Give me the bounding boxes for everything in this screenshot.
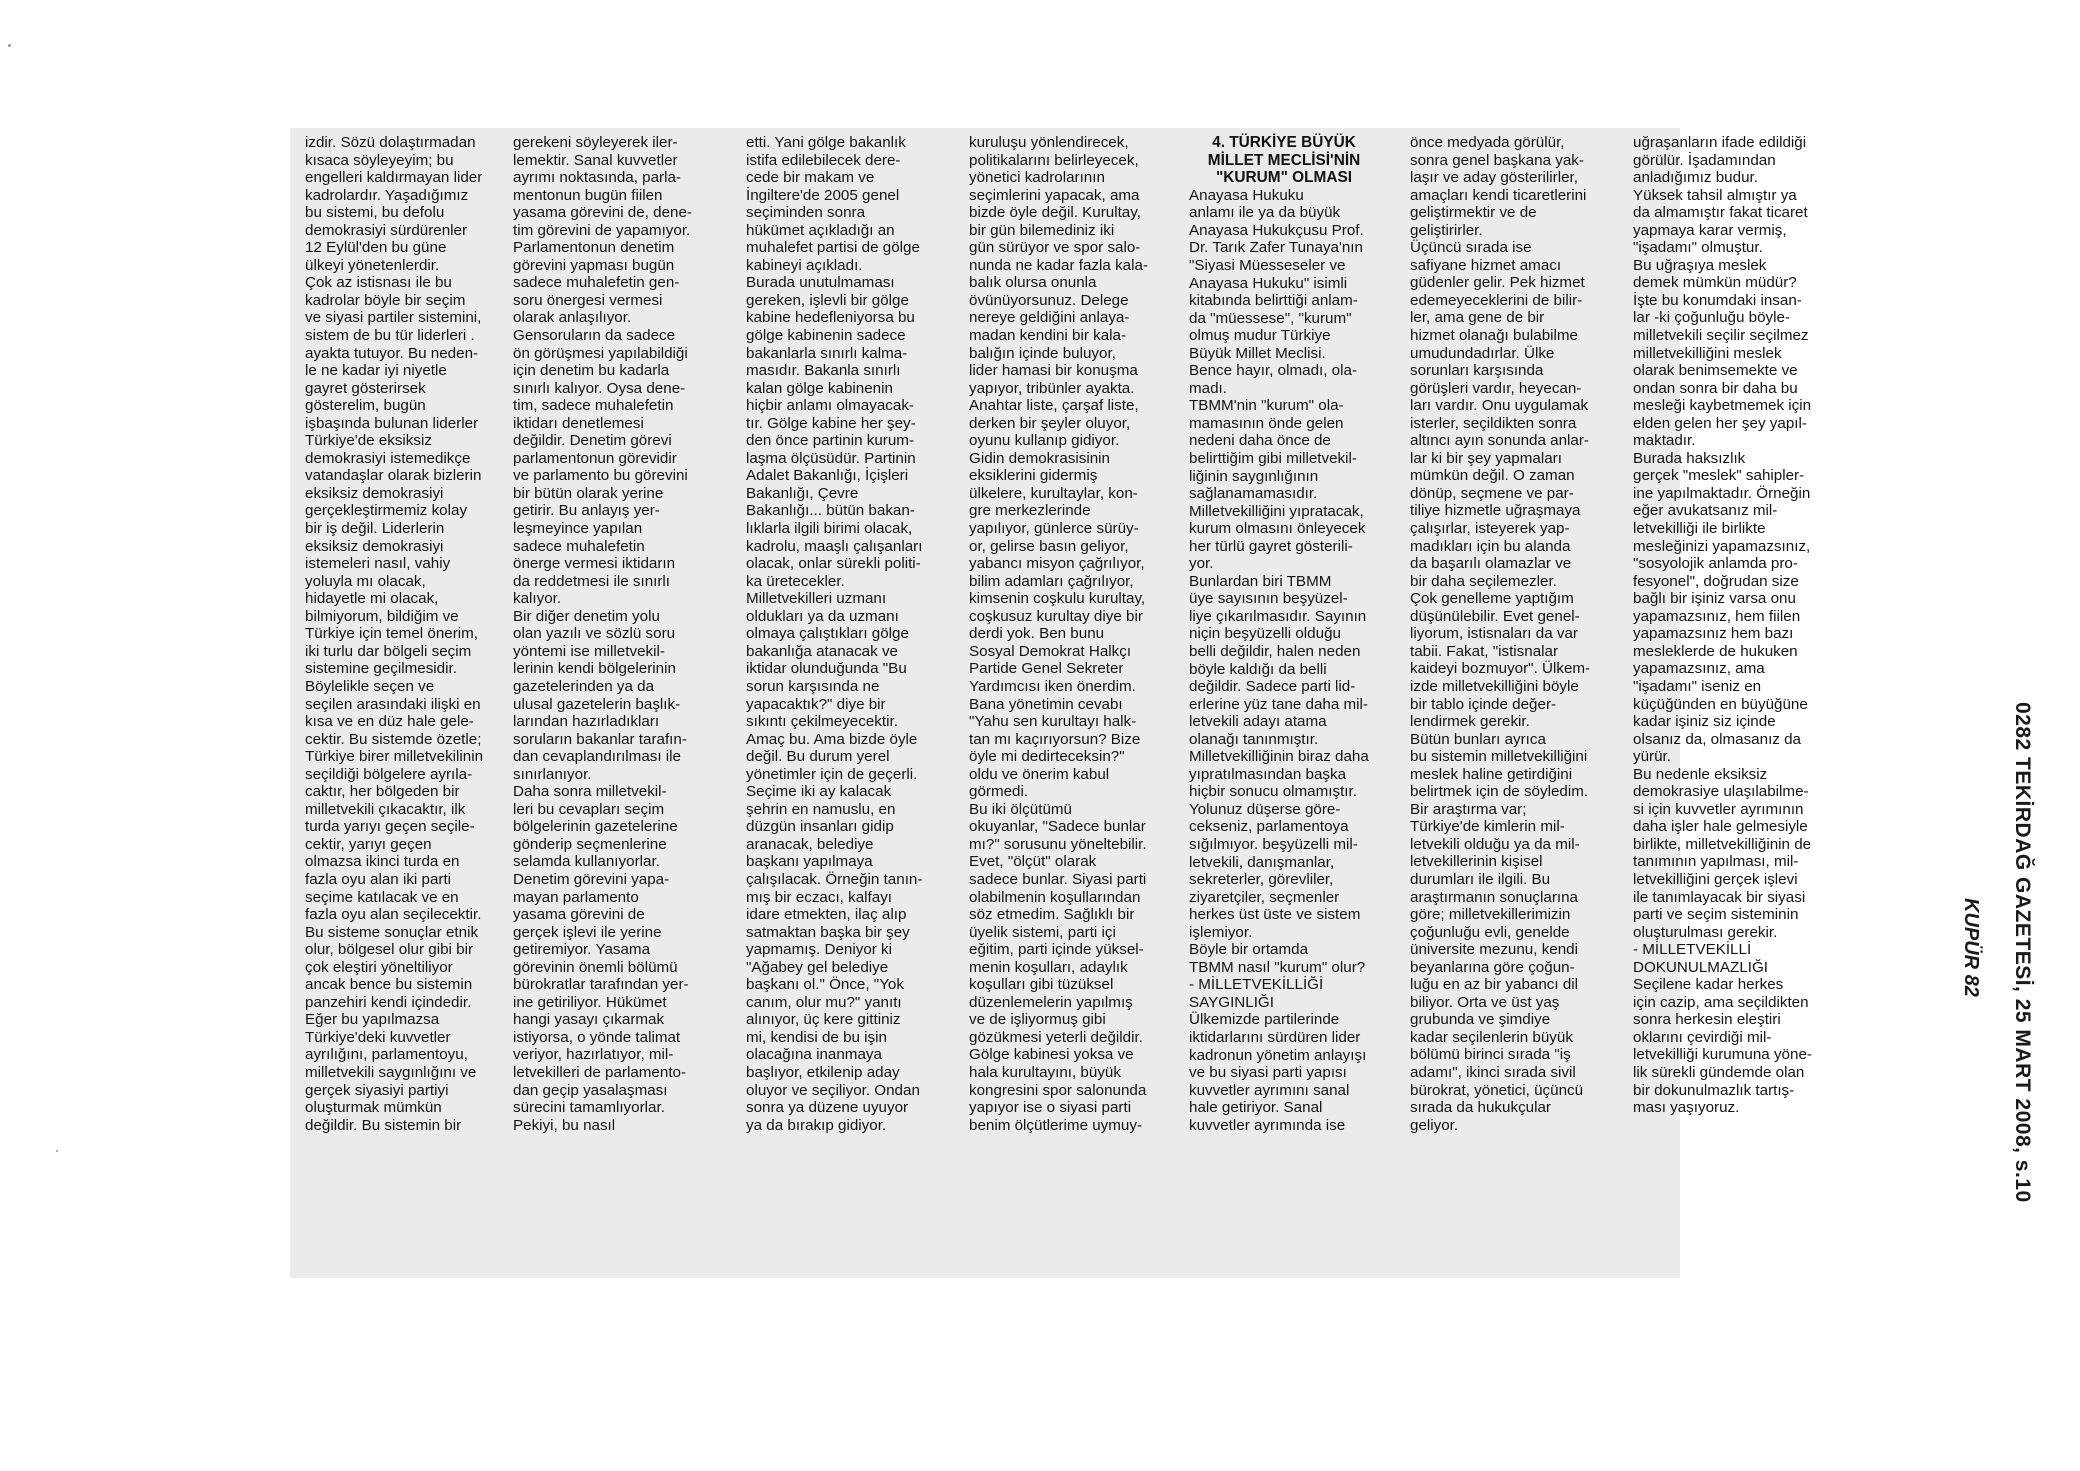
- column-5-paragraph-1: Anayasa Hukuku anlamı ile ya da büyük Anayasa Hukukçusu Prof. Dr. Tarık Zafer Tunaya'nın "Siyasi Müesseseler ve Anayasa Hukuku" isimli kitabında belirttiği anlam- da "müessese", "kurum" olmuş mudur Türkiye Büyük Millet Meclisi. Bence hayır, olmadı, ola- madı.: [1189, 186, 1364, 397]
- column-2-paragraph-2: Bir diğer denetim yolu olan yazılı ve sözlü soru yöntemi ise milletvekil- lerinin kendi bölgelerinin gazetelerinden ya da ulusal gazetelerin başlık- larından hazırladıkları soruların bakanlar tarafın- dan cevaplandırılması ile sınırlanıyor.: [513, 607, 687, 783]
- clipping-number: KUPÜR 82: [1960, 898, 1982, 997]
- article-column-1: [305, 134, 495, 1134]
- column-6-paragraph-4: Bir araştırma var; Türkiye'de kimlerin mil- letvekili olduğu ya da mil- letvekillerinin kişisel durumları ile ilgili. Bu araştırmanın sonuçlarına göre; milletvekillerimizin çoğunluğu evli, genelde üniversite mezunu, kendi beyanlarına göre çoğun- luğu en az bir yabancı dil biliyor. Orta ve üst yaş grubunda ve şimdiye kadar seçilenlerin büyük bölümü birinci sırada "iş adamı", ikinci sırada sivil bürokrat, yönetici, üçüncü sırada da hukukçular geliyor.: [1410, 800, 1584, 1134]
- source-caption: 0282 TEKİRDAĞ GAZETESİ, 25 MART 2008, s.10: [2011, 702, 2034, 1203]
- column-3-paragraph-2: Burada unutulmaması gereken, işlevli bir gölge kabine hedefleniyorsa bu gölge kabinenin sadece bakanlarla sınırlı kalma- masıdır. Bakanla sınırlı kalan gölge kabinenin hiçbir anlamı olmayacak- tır. Gölge kabine her şey- den önce partinin kurum- laşma ölçüsüdür. Partinin Adalet Bakanlığı, İçişleri Bakanlığı, Çevre Bakanlığı... bütün bakan- lıklarla ilgili birimi olacak, kadrolu, maaşlı çalışanları olacak, onlar sürekli politi- ka üretecekler. Milletvekilleri uzmanı oldukları ya da uzmanı olmaya çalıştıkları gölge bakanlığa atanacak ve iktidar olunduğunda "Bu sorun karşısında ne yapacaktık?" diye bir sıkıntı çekilmeyecektir. Amaç bu. Ama bizde öyle değil. Bu durum yerel yönetimler için de geçerli. Seçime iki ay kalacak şehrin en namuslu, en düzgün insanları gidip aranacak, belediye başkanı yapılmaya çalışılacak. Örneğin tanın- mış bir eczacı, kalfayı idare etmekten, ilaç alıp satmaktan başka bir şey yapmamış. Deniyor ki "Ağabey gel belediye başkanı ol." Önce, "Yok canım, olur mu?" yanıtı alınıyor, üç kere gittiniz mi, kendisi de bu işin olacağına inanmaya başlıyor, etkilenip aday oluyor ve seçiliyor. Ondan sonra ya düzene uyuyor ya da bırakıp gidiyor.: [746, 274, 923, 1134]
- article-column-3: [746, 134, 944, 1134]
- column-2-paragraph-5: Pekiyi, bu nasıl: [513, 1116, 616, 1134]
- column-7-paragraph-4: Bu nedenle eksiksiz demokrasiye ulaşılabilme- si için kuvvetler ayrımının daha işler hale gelmesiyle birlikte, milletvekilliğinin de tanımının yapılması, mil- letvekilliğini gerçek işlevi ile tanımlayacak bir siyasi parti ve seçim sisteminin oluşturulması gerekir. - MİLLETVEKİLLİ DOKUNULMAZLIĞI: [1633, 765, 1812, 976]
- article-column-4: [969, 134, 1159, 1134]
- column-5-paragraph-5: Böyle bir ortamda TBMM nasıl "kurum" olur? - MİLLETVEKİLLİĞİ SAYGINLIĞI: [1189, 941, 1366, 1011]
- column-3-paragraph-1: etti. Yani gölge bakanlık istifa edilebilecek dere- cede bir makam ve İngiltere'de 2005 genel seçiminden sonra hükümet açıkladığı an muhalefet partisi de gölge kabineyi açıkladı.: [746, 134, 920, 274]
- article-column-7: [1633, 134, 1823, 1117]
- column-7-paragraph-2: Bu uğraşıya meslek demek mümkün müdür? İşte bu konumdaki insan- lar -ki çoğunluğu böyle- milletvekili seçilir seçilmez milletvekilliğini meslek olarak benimsemekte ve ondan sonra bir daha bu mesleği kaybetmemek için elden gelen her şey yapıl- maktadır.: [1633, 256, 1812, 450]
- column-5-paragraph-2: TBMM'nin "kurum" ola- mamasının önde gelen nedeni daha önce de belirttiğim gibi milletvekil- liğinin saygınlığının sağlanamamasıdır. Milletvekilliğini yıpratacak, kurum olmasını önleyecek her türlü gayret gösterili- yor.: [1189, 397, 1366, 573]
- column-6-paragraph-1: önce medyada görülür, sonra genel başkana yak- laşır ve aday gösterilirler, amaçları kendi ticaretlerini geliştirmektir ve de geliştirirler.: [1410, 134, 1587, 239]
- column-6-paragraph-2: Üçüncü sırada ise safiyane hizmet amacı güdenler gelir. Pek hizmet edemeyeceklerini de bilir- ler, ama gene de bir hizmet olanağı bulabilme umudundadırlar. Ülke sorunları karşısında görüşleri vardır, heyecan- ları vardır. Onu uygulamak isterler, seçildikten sonra altıncı ayın sonunda anlar- lar ki bir şey yapmaları mümkün değil. O zaman dönüp, seçmene ve par- tiliye hizmetle uğraşmaya çalışırlar, isteyerek yap- madıkları için bu alanda da başarılı olamazlar ve bir daha seçilemezler. Çok genelleme yaptığım düşünülebilir. Evet genel- liyorum, istisnaları da var tabii. Fakat, "istisnalar kaideyi bozmuyor". Ülkem- izde milletvekilliğini böyle bir tablo içinde değer- lendirmek gerekir.: [1410, 239, 1591, 731]
- column-7-paragraph-5: Seçilene kadar herkes için cazip, ama seçildikten sonra herkesin eleştiri oklarını çevirdiği mil- letvekilliği kurumuna yöne- lik sürekli gündemde olan bir dokunulmazlık tartış- ması yaşıyoruz.: [1633, 976, 1812, 1117]
- scan-speck: [56, 1150, 58, 1152]
- column-7-paragraph-1: uğraşanların ifade edildiği görülür. İşadamından anladığımız budur. Yüksek tahsil almıştır ya da almamıştır fakat ticaret yapmaya karar vermiş, "işadamı" olmuştur.: [1633, 134, 1808, 257]
- article-column-5: [1189, 134, 1379, 1134]
- column-4-paragraph-2: Bu iki ölçütümü okuyanlar, "Sadece bunlar mı?" sorusunu yöneltebilir. Evet, "ölçüt" olarak sadece bunlar. Siyasi parti olabilmenin koşullarından söz etmedim. Sağlıklı bir üyelik sistemi, parti içi eğitim, parti içinde yüksel- menin koşulları, adaylık koşulları gibi tüzüksel düzenlemelerin yapılmış ve de işliyormuş gibi gözükmesi yeterli değildir. Gölge kabinesi yoksa ve hala kurultayını, büyük kongresini spor salonunda yapıyor ise o siyasi parti benim ölçütlerime uymuy-: [969, 800, 1147, 1134]
- column-2-paragraph-4: Denetim görevini yapa- mayan parlamento yasama görevini de gerçek işlevi ile yerine getiremiyor. Yasama görevinin önemli bölümü bürokratlar tarafından yer- ine getiriliyor. Hükümet hangi yasayı çıkarmak istiyorsa, o yönde talimat veriyor, hazırlatıyor, mil- letvekilleri de parlamento- dan geçip yasalaşması sürecini tamamlıyorlar.: [513, 870, 689, 1117]
- scan-speck: [8, 44, 11, 47]
- column-2-paragraph-1: gerekeni söyleyerek iler- lemektir. Sanal kuvvetler ayrımı noktasında, parla- mentonun bugün fiilen yasama görevini de, dene- tim görevini de yapamıyor. Parlamentonun denetim görevini yapması bugün sadece muhalefetin gen- soru önergesi vermesi olarak anlaşılıyor. Gensoruların da sadece ön görüşmesi yapılabildiği için denetim bu kadarla sınırlı kalıyor. Oysa dene- tim, sadece muhalefetin iktidarı denetlemesi değildir. Denetim görevi parlamentonun görevidir ve parlamento bu görevini bir bütün olarak yerine getirir. Bu anlayış yer- leşmeyince yapılan sadece muhalefetin önerge vermesi iktidarın da reddetmesi ile sınırlı kalıyor.: [513, 134, 692, 608]
- column-1-paragraph-1: izdir. Sözü dolaştırmadan kısaca söyleyeyim; bu engelleri kaldırmayan lider kadrolardır. Yaşadığımız bu sistemi, bu defolu demokrasiyi sürdürenler 12 Eylül'den bu güne ülkeyi yönetenlerdir.: [305, 134, 483, 274]
- column-5-paragraph-6: Ülkemizde partilerinde iktidarlarını sürdüren lider kadronun yönetim anlayışı ve bu siyasi parti yapısı kuvvetler ayrımını sanal hale getiriyor. Sanal kuvvetler ayrımında ise: [1189, 1011, 1367, 1134]
- column-6-paragraph-3: Bütün bunları ayrıca bu sistemin milletvekilliğini meslek haline getirdiğini belirtmek için de söyledim.: [1410, 730, 1589, 801]
- article-column-6: [1410, 134, 1600, 1134]
- section-heading-tbmm-kurum: 4. TÜRKİYE BÜYÜK MİLLET MECLİSİ'NİN "KURUM" OLMASI: [1207, 134, 1361, 187]
- column-5-paragraph-4: Yolunuz düşerse göre- cekseniz, parlamentoya sığılmıyor. beşyüzelli mil- letvekili, danışmanlar, sekreterler, görevliler, ziyaretçiler, seçmenler herkes üst üste ve sistem işlemiyor.: [1189, 800, 1361, 941]
- column-5-paragraph-3: Bunlardan biri TBMM üye sayısının beşyüzel- liye çıkarılmasıdır. Sayının niçin beşyüzelli olduğu belli değildir, halen neden böyle kaldığı da belli değildir. Sadece parti lid- erlerine yüz tane daha mil- letvekili adayı atama olanağı tanınmıştır. Milletvekilliğinin biraz daha yıpratılmasından başka hiçbir sonucu olmamıştır.: [1189, 572, 1369, 801]
- column-2-paragraph-3: Daha sonra milletvekil- leri bu cevapları seçim bölgelerinin gazetelerine gönderip seçmenlerine selamda kullanıyorlar.: [513, 783, 678, 871]
- column-7-paragraph-3: Burada haksızlık gerçek "meslek" sahipler- ine yapılmaktadır. Örneğin eğer avukatsanız mil- letvekilliği ile birlikte mesleğinizi yapamazsınız, "sosyolojik anlamda pro- fesyonel", doğrudan size bağlı bir işiniz varsa onu yapamazsınız, hem fiilen yapamazsınız hem bazı mesleklerde de hukuken yapamazsınız, ama "işadamı" iseniz en küçüğünden en büyüğüne kadar işiniz siz içinde olsanız da, olmasanız da yürür.: [1633, 449, 1811, 766]
- column-4-paragraph-1: kuruluşu yönlendirecek, politikalarını belirleyecek, yönetici kadrolarının seçimlerini yapacak, ama bizde öyle değil. Kurultay, bir gün bilemediniz iki gün sürüyor ve spor salo- nunda ne kadar fazla kala- balık olursa onunla övünüyorsunuz. Delege nereye geldiğini anlaya- madan kendini bir kala- balığın içinde buluyor, lider hamasi bir konuşma yapıyor, tribünler ayakta. Anahtar liste, çarşaf liste, derken bir şeyler oluyor, oyunu kullanıp gidiyor. Gidin demokrasisinin eksiklerini gidermiş ülkelere, kurultaylar, kon- gre merkezlerinde yapılıyor, günlerce sürüy- or, gelirse basın geliyor, yabancı misyon çağrılıyor, bilim adamları çağrılıyor, kimsenin coşkulu kurultay, coşkusuz kurultay diye bir derdi yok. Ben bunu Sosyal Demokrat Halkçı Partide Genel Sekreter Yardımcısı iken önerdim. Bana yönetimin cevabı "Yahu sen kurultayı halk- tan mı kaçırıyorsun? Bize öyle mi dedirteceksin?" oldu ve önerim kabul görmedi.: [969, 134, 1148, 801]
- column-1-paragraph-2: Çok az istisnası ile bu kadrolar böyle bir seçim ve siyasi partiler sistemini, sistem de bu tür liderleri . ayakta tutuyor. Bu neden- le ne kadar iyi niyetle gayret gösterirsek gösterelim, bugün işbaşında bulunan liderler Türkiye'de eksiksiz demokrasiyi istemedikçe vatandaşlar olarak bizlerin eksiksiz demokrasiyi gerçekleştirmemiz kolay bir iş değil. Liderlerin eksiksiz demokrasiyi istemeleri nasıl, vahiy yoluyla mı olacak, hidayetle mi olacak, bilmiyorum, bildiğim ve Türkiye için temel önerim, iki turlu dar bölgeli seçim sistemine geçilmesidir. Böylelikle seçen ve seçilen arasındaki ilişki en kısa ve en düz hale gele- cektir. Bu sistemde özetle; Türkiye birer milletvekilinin seçildiği bölgelere ayrıla- caktır, her bölgeden bir milletvekili çıkacaktır, ilk turda yarıyı geçen seçile- cektir, yarıyı geçen olmazsa ikinci turda en fazla oyu alan iki parti seçime katılacak ve en fazla oyu alan seçilecektir. Bu sisteme sonuçlar etnik olur, bölgesel olur gibi bir çok eleştiri yöneltiliyor ancak bence bu sistemin panzehiri kendi içindedir. Eğer bu yapılmazsa Türkiye'deki kuvvetler ayrılığını, parlamentoyu, milletvekili saygınlığını ve gerçek siyasiyi partiyi oluşturmak mümkün değildir. Bu sistemin bir: [305, 274, 484, 1134]
- article-column-2: [513, 134, 703, 1134]
